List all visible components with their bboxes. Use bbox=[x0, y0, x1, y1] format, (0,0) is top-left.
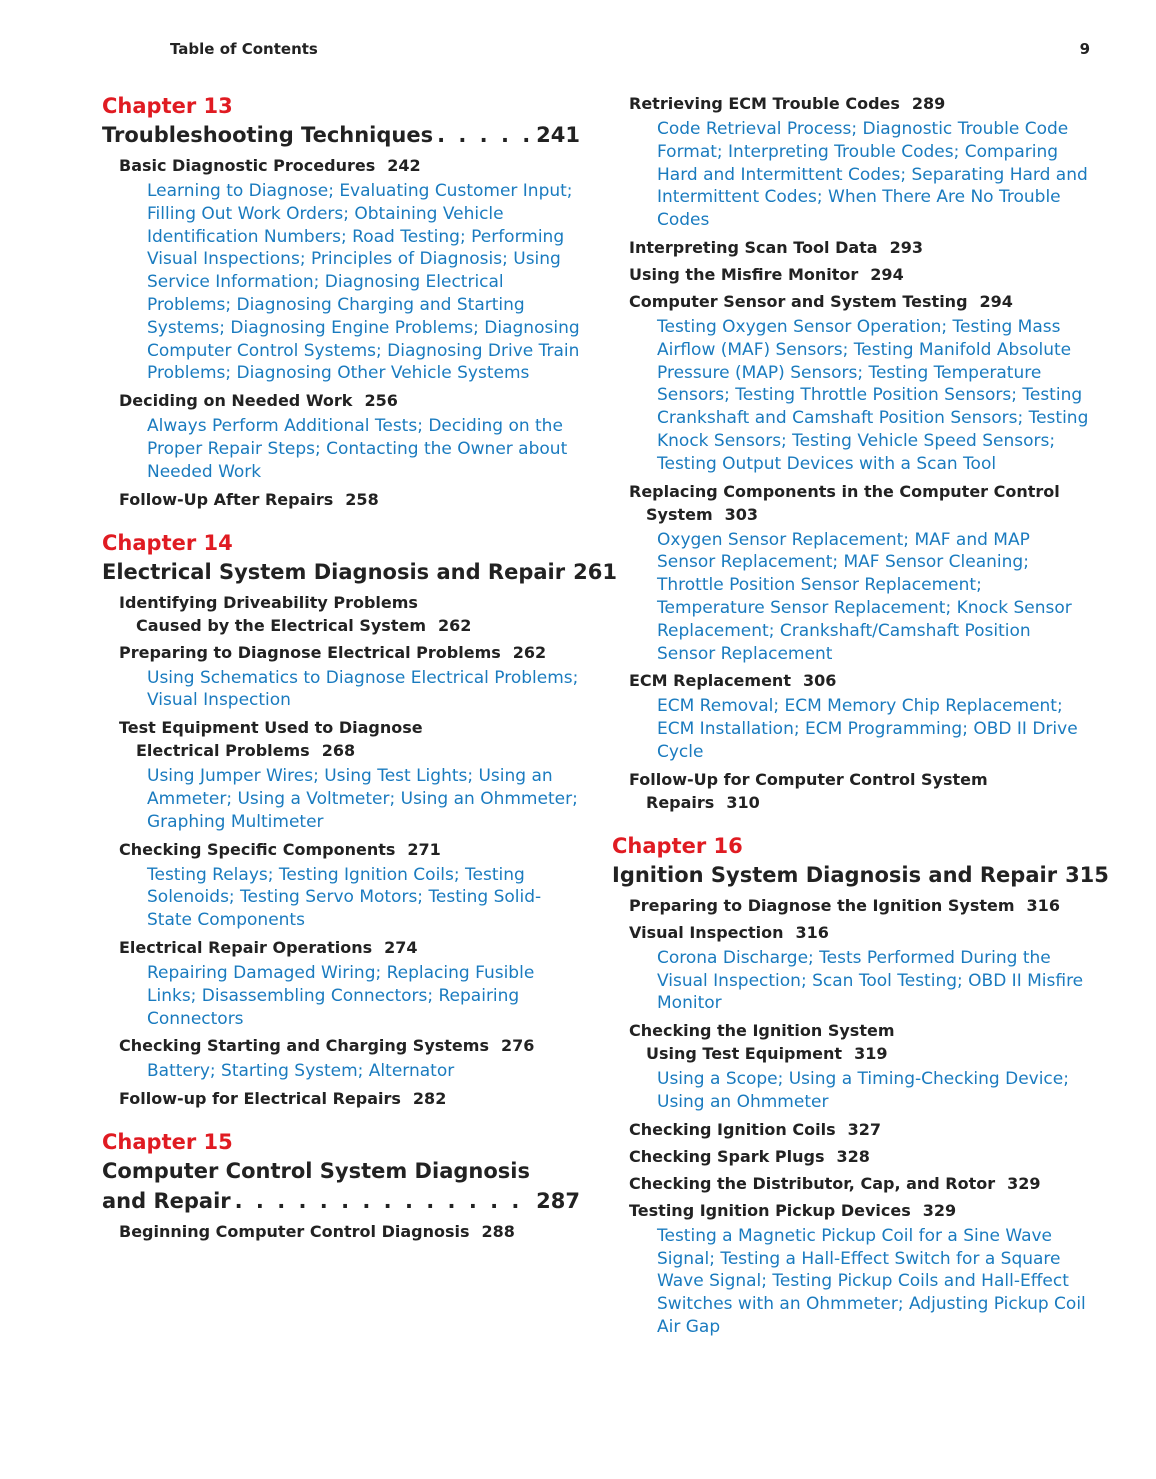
toc-section[interactable] bbox=[629, 290, 1090, 476]
section-title: Beginning Computer Control Diagnosis bbox=[119, 1222, 470, 1242]
toc-section[interactable] bbox=[119, 154, 580, 385]
toc-section[interactable] bbox=[119, 389, 580, 483]
toc-section[interactable] bbox=[119, 936, 580, 1030]
section-title-cont: System bbox=[646, 504, 713, 524]
section-title: Deciding on Needed Work bbox=[119, 391, 353, 411]
section-title: Testing Ignition Pickup Devices bbox=[629, 1200, 911, 1220]
toc-section[interactable] bbox=[629, 894, 1090, 917]
chapter-16 bbox=[612, 832, 1109, 1339]
section-page: 262 bbox=[512, 642, 547, 662]
toc-section[interactable] bbox=[119, 488, 580, 511]
section-topics: Using Schematics to Diagnose Electrical Problems; Visual Inspection bbox=[147, 667, 579, 711]
chapter-title-text: and Repair bbox=[102, 1189, 231, 1214]
section-title: Retrieving ECM Trouble Codes bbox=[629, 94, 900, 113]
right-column bbox=[612, 92, 1109, 1357]
toc-section[interactable] bbox=[119, 716, 580, 833]
section-page: 316 bbox=[1026, 895, 1060, 915]
running-title: Table of Contents bbox=[170, 40, 318, 58]
section-topics: ECM Removal; ECM Memory Chip Replacement; ECM Installation; ECM Programming; OBD II Drive Cycle bbox=[657, 696, 1078, 762]
section-title-cont: Using Test Equipment bbox=[646, 1044, 843, 1064]
section-title: Interpreting Scan Tool Data bbox=[629, 237, 878, 257]
section-page: 293 bbox=[889, 237, 923, 257]
section-topics: Code Retrieval Process; Diagnostic Trouble Code Format; Interpreting Trouble Codes; Comparing Hard and Intermittent Codes; Separating Hard and Intermittent Codes; When There Are No Trouble Codes bbox=[657, 119, 1088, 231]
toc-section[interactable] bbox=[119, 641, 580, 713]
chapter-page: 315 bbox=[1065, 862, 1109, 887]
section-title: ECM Replacement bbox=[629, 671, 791, 691]
chapter-15 bbox=[102, 1128, 580, 1243]
section-page: 274 bbox=[384, 937, 418, 957]
section-title: Checking the Ignition System bbox=[629, 1021, 895, 1041]
chapter-title-text: Electrical System Diagnosis and Repair bbox=[102, 559, 566, 584]
section-title: Test Equipment Used to Diagnose bbox=[119, 718, 423, 738]
section-page: 242 bbox=[387, 156, 421, 175]
section-title: Basic Diagnostic Procedures bbox=[119, 156, 376, 175]
chapter-label: Chapter 13 bbox=[102, 94, 233, 118]
toc-section[interactable] bbox=[629, 669, 1090, 763]
chapter-page: 241 bbox=[536, 123, 580, 147]
section-page: 329 bbox=[1007, 1173, 1041, 1193]
section-title: Computer Sensor and System Testing bbox=[629, 291, 968, 311]
section-title: Electrical Repair Operations bbox=[119, 937, 373, 957]
toc-section[interactable] bbox=[629, 768, 1090, 814]
section-page: 328 bbox=[836, 1146, 870, 1166]
section-page: 258 bbox=[345, 489, 379, 509]
chapter-title[interactable] bbox=[102, 120, 580, 150]
chapter-13 bbox=[102, 92, 580, 511]
section-title: Checking Specific Components bbox=[119, 839, 396, 859]
section-title-cont: Repairs bbox=[646, 792, 715, 812]
section-topics: Testing Oxygen Sensor Operation; Testing Mass Airflow (MAF) Sensors; Testing Manifold Absolute Pressure (MAP) Sensors; Testing Temperature Sensors; Testing Throttle Position Sensors; Testing Crankshaft and Camshaft Position Sensors; Testing Knock Sensors; Testing Vehicle Speed Sensors; Testing Output Devices with a Scan Tool bbox=[657, 316, 1089, 474]
section-page: 327 bbox=[847, 1119, 882, 1139]
section-title: Using the Misfire Monitor bbox=[629, 264, 859, 284]
chapter-title[interactable] bbox=[612, 860, 1109, 890]
chapter-title-text: Troubleshooting Techniques bbox=[102, 123, 434, 147]
toc-section[interactable] bbox=[119, 1220, 580, 1243]
chapter-title[interactable] bbox=[102, 1186, 580, 1216]
section-page: 276 bbox=[500, 1036, 535, 1056]
chapter-label: Chapter 16 bbox=[612, 833, 743, 858]
toc-section[interactable] bbox=[629, 921, 1090, 1015]
dot-leader bbox=[235, 1186, 533, 1216]
section-page: 289 bbox=[911, 94, 946, 113]
section-topics: Using a Scope; Using a Timing-Checking Device; Using an Ohmmeter bbox=[657, 1069, 1069, 1112]
toc-section[interactable] bbox=[629, 1145, 1090, 1168]
chapter-title-line1[interactable]: Computer Control System Diagnosis bbox=[102, 1159, 530, 1184]
section-page: 294 bbox=[979, 291, 1013, 311]
section-title-cont: Caused by the Electrical System bbox=[136, 615, 426, 635]
left-column bbox=[102, 92, 617, 1261]
dot-leader bbox=[437, 120, 532, 150]
section-page: 262 bbox=[438, 615, 472, 635]
toc-section[interactable] bbox=[119, 591, 580, 637]
section-topics: Corona Discharge; Tests Performed During the Visual Inspection; Scan Tool Testing; OBD II Misfire Monitor bbox=[657, 947, 1084, 1014]
section-page: 271 bbox=[407, 839, 441, 859]
section-title: Replacing Components in the Computer Control bbox=[629, 481, 1060, 501]
page-number: 9 bbox=[1079, 40, 1090, 58]
section-title-cont: Electrical Problems bbox=[136, 741, 310, 761]
section-page: 256 bbox=[364, 391, 398, 411]
chapter-14 bbox=[102, 529, 617, 1111]
section-title: Preparing to Diagnose Electrical Problems bbox=[119, 642, 501, 662]
section-title: Identifying Driveability Problems bbox=[119, 592, 418, 612]
section-topics: Using Jumper Wires; Using Test Lights; Using an Ammeter; Using a Voltmeter; Using an Ohmmeter; Graphing Multimeter bbox=[147, 766, 578, 832]
section-title: Follow-Up After Repairs bbox=[119, 489, 334, 509]
section-page: 306 bbox=[802, 671, 837, 691]
toc-section[interactable] bbox=[629, 1118, 1090, 1141]
toc-section[interactable] bbox=[629, 236, 1090, 259]
toc-section[interactable] bbox=[119, 1034, 580, 1083]
section-page: 319 bbox=[854, 1044, 888, 1064]
section-topics: Oxygen Sensor Replacement; MAF and MAP Sensor Replacement; MAF Sensor Cleaning; Throttle Position Sensor Replacement; Temperature Sensor Replacement; Knock Sensor Replacement; Crankshaft/Camshaft Position Sensor Replacement bbox=[657, 529, 1072, 664]
toc-section[interactable] bbox=[629, 1019, 1090, 1114]
section-title: Checking Ignition Coils bbox=[629, 1119, 836, 1139]
section-title: Follow-up for Electrical Repairs bbox=[119, 1089, 401, 1109]
section-title: Follow-Up for Computer Control System bbox=[629, 769, 988, 789]
section-title: Visual Inspection bbox=[629, 922, 784, 942]
chapter-label: Chapter 14 bbox=[102, 530, 233, 555]
section-topics: Always Perform Additional Tests; Deciding on the Proper Repair Steps; Contacting the Owner about Needed Work bbox=[147, 416, 568, 482]
section-topics: Repairing Damaged Wiring; Replacing Fusible Links; Disassembling Connectors; Repairing Connectors bbox=[147, 962, 535, 1029]
section-topics: Battery; Starting System; Alternator bbox=[147, 1061, 455, 1082]
chapter-title-text: Ignition System Diagnosis and Repair bbox=[612, 862, 1058, 887]
chapter-page: 287 bbox=[536, 1189, 580, 1214]
section-topics: Testing a Magnetic Pickup Coil for a Sine Wave Signal; Testing a Hall-Effect Switch for a Square Wave Signal; Testing Pickup Coils and Hall-Effect Switches with an Ohmmeter; Adjusting Pickup Coil Air Gap bbox=[657, 1225, 1086, 1337]
section-page: 310 bbox=[726, 792, 760, 812]
section-topics: Learning to Diagnose; Evaluating Customer Input; Filling Out Work Orders; Obtaining Vehicle Identification Numbers; Road Testing; Performing Visual Inspections; Principles of Diagnosis; Using Service Information; Diagnosing Electrical Problems; Diagnosing Charging and Starting Systems; Diagnosing Engine Problems; Diagnosing Computer Control Systems; Diagnosing Drive Train Problems; Diagnosing Other Vehicle Systems bbox=[147, 181, 580, 384]
toc-section[interactable] bbox=[629, 1172, 1090, 1195]
section-page: 288 bbox=[481, 1222, 515, 1242]
section-page: 268 bbox=[321, 741, 356, 761]
section-title: Checking Spark Plugs bbox=[629, 1146, 825, 1166]
chapter-page: 261 bbox=[573, 559, 617, 584]
chapter-title[interactable] bbox=[102, 557, 617, 587]
section-title: Preparing to Diagnose the Ignition System bbox=[629, 895, 1015, 915]
section-title: Checking Starting and Charging Systems bbox=[119, 1036, 489, 1056]
toc-section[interactable] bbox=[629, 480, 1090, 666]
toc-section[interactable] bbox=[629, 92, 1090, 232]
chapter-label: Chapter 15 bbox=[102, 1130, 233, 1155]
toc-section[interactable] bbox=[119, 838, 580, 932]
section-title: Checking the Distributor, Cap, and Rotor bbox=[629, 1173, 996, 1193]
toc-section[interactable] bbox=[629, 263, 1090, 286]
section-topics: Testing Relays; Testing Ignition Coils; Testing Solenoids; Testing Servo Motors; Testing Solid-State Components bbox=[147, 864, 542, 931]
section-page: 294 bbox=[870, 264, 904, 284]
section-page: 282 bbox=[412, 1089, 447, 1109]
toc-section[interactable] bbox=[629, 1199, 1090, 1339]
running-header bbox=[170, 40, 1090, 62]
section-page: 303 bbox=[724, 504, 759, 524]
section-page: 316 bbox=[795, 922, 829, 942]
section-page: 329 bbox=[922, 1200, 957, 1220]
toc-section[interactable] bbox=[119, 1087, 580, 1110]
